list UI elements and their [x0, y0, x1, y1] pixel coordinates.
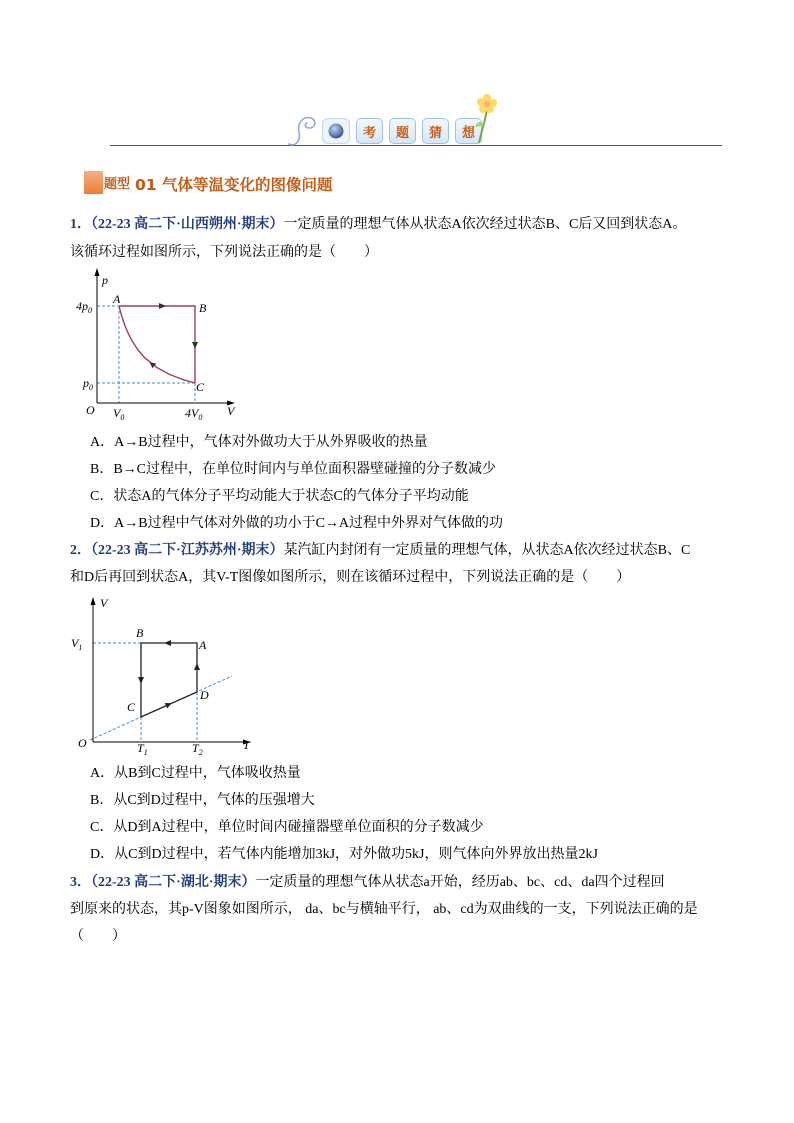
figure-1-dashed-guides — [97, 306, 195, 403]
point-c-label: C — [196, 380, 205, 394]
option-label: D． — [90, 847, 115, 862]
flower-icon — [472, 93, 502, 145]
question-3-line-1 — [70, 874, 665, 892]
question-1-option-c — [90, 488, 469, 506]
origin-label: O — [86, 403, 95, 417]
y-tick-p0 — [82, 376, 93, 392]
question-2-option-c — [90, 819, 484, 837]
option-text: 从B到C过程中，气体吸收热量 — [114, 766, 301, 781]
x-tick-t1 — [137, 741, 148, 757]
banner-char-2: 题 — [389, 118, 416, 144]
tick-sub: 0 — [120, 413, 125, 422]
header-rule — [110, 145, 722, 146]
question-2-option-d — [90, 846, 598, 864]
question-2-line-2: 和D后再回到状态A，其V-T图像如图所示，则在该循环过程中，下列说法正确的是（ ） — [70, 570, 631, 585]
blue-ball-icon — [323, 119, 349, 143]
option-label: B． — [90, 793, 114, 808]
y-tick-v1 — [71, 636, 82, 652]
banner-char-1: 考 — [356, 118, 383, 144]
swirl-stroke — [289, 118, 315, 145]
point-a-label: A — [113, 292, 121, 306]
question-2-option-a — [90, 765, 301, 783]
option-text: A→B过程中气体对外做的功小于C→A过程中外界对气体做的功 — [114, 516, 504, 531]
section-marker — [84, 171, 103, 194]
x-axis-label: V — [227, 404, 235, 418]
tick-sub: 2 — [198, 748, 203, 757]
point-c-label: C — [127, 700, 136, 714]
origin-label: O — [78, 736, 87, 750]
isotherm-curve-ca — [119, 306, 195, 383]
flower-petal — [477, 98, 485, 106]
question-1-number: 1． — [70, 217, 91, 232]
tick-base: T — [192, 741, 199, 755]
x-tick-t2 — [192, 741, 203, 757]
question-1-source: （22-23 高二下·山西朔州·期末） — [91, 217, 284, 232]
question-3-source: （22-23 高二下·湖北·期末） — [91, 875, 256, 890]
question-3-number: 3． — [70, 875, 91, 890]
figure-1-pv-diagram — [70, 265, 245, 425]
banner-char-4: 想 — [455, 118, 482, 144]
figure-2-vt-diagram — [66, 592, 256, 757]
option-label: C． — [90, 820, 114, 835]
option-label: C． — [90, 489, 114, 504]
option-text: B→C过程中，在单位时间内与单位面积器壁碰撞的分子数减少 — [113, 462, 497, 477]
question-3-line-2: 到原来的状态，其p-V图象如图所示， da、bc与横轴平行， ab、cd为双曲线的一支，下列说法正确的是 — [70, 902, 698, 917]
tick-base: p — [83, 376, 89, 390]
arrow-d-to-a — [194, 663, 200, 670]
option-text: 从C到D过程中，气体的压强增大 — [113, 793, 315, 808]
tick-base: T — [137, 741, 144, 755]
tick-base: V — [113, 406, 121, 420]
option-text: A→B过程中，气体对外做功大于从外界吸收的热量 — [114, 435, 428, 450]
x-axis-label: T — [243, 738, 250, 752]
tick-sub: 0 — [88, 306, 92, 315]
cycle-path-abc — [119, 306, 195, 383]
tick-sub: 1 — [143, 748, 148, 757]
option-label: A． — [90, 766, 115, 781]
flower-center — [484, 101, 490, 107]
tick-base: V — [71, 636, 79, 650]
arrow-b-to-c — [138, 677, 144, 684]
arrow-a-to-b — [164, 640, 171, 646]
y-tick-4p0 — [76, 299, 92, 315]
bubble-box — [322, 118, 350, 144]
question-3-line-3: （ ） — [70, 929, 126, 944]
arrow-b-to-c — [192, 342, 198, 349]
question-1-option-a — [90, 434, 428, 452]
blue-ball — [329, 124, 344, 139]
section-tag: 题型 — [104, 177, 131, 192]
question-1-option-d — [90, 515, 503, 533]
section-title: 01 气体等温变化的图像问题 — [135, 176, 333, 194]
option-text: 从D到A过程中，单位时间内碰撞器壁单位面积的分子数减少 — [113, 820, 484, 835]
banner-char-3: 猜 — [422, 118, 449, 144]
y-axis-label: V — [100, 596, 108, 610]
y-axis-label: p — [102, 273, 108, 287]
tick-sub: 0 — [89, 383, 93, 392]
question-1-line-2: 该循环过程如图所示，下列说法正确的是（ ） — [70, 245, 378, 260]
figure-2-dashed-guides — [90, 643, 232, 742]
tick-base: 4V — [185, 406, 199, 420]
option-text: 从C到D过程中，若气体内能增加3kJ，对外做功5kJ，则气体向外界放出热量2kJ — [114, 847, 598, 862]
point-b-label: B — [199, 301, 207, 315]
option-label: A． — [90, 435, 115, 450]
option-label: D． — [90, 516, 115, 531]
point-b-label: B — [136, 626, 144, 640]
y-axis-arrow — [91, 597, 96, 605]
option-label: B． — [90, 462, 114, 477]
y-axis-arrow — [95, 268, 100, 276]
question-2-line-1 — [70, 542, 690, 560]
question-1-line-1 — [70, 216, 686, 234]
point-a-label: A — [199, 638, 207, 652]
point-d-label: D — [200, 688, 209, 702]
arrow-a-to-b — [159, 303, 166, 309]
question-1-option-b — [90, 461, 496, 479]
swirl-icon — [286, 114, 322, 148]
question-1-stem-text: 一定质量的理想气体从状态A依次经过状态B、C后又回到状态A。 — [283, 217, 687, 232]
question-2-option-b — [90, 792, 315, 810]
question-2-stem-text: 某汽缸内封闭有一定质量的理想气体，从状态A依次经过状态B、C — [283, 543, 691, 558]
tick-sub: 1 — [78, 643, 83, 652]
question-3-stem-text: 一定质量的理想气体从状态a开始，经历ab、bc、cd、da四个过程回 — [255, 875, 665, 890]
question-2-number: 2． — [70, 543, 91, 558]
question-2-source: （22-23 高二下·江苏苏州·期末） — [91, 543, 284, 558]
x-tick-4v0 — [185, 406, 202, 422]
tick-sub: 0 — [198, 413, 203, 422]
option-text: 状态A的气体分子平均动能大于状态C的气体分子平均动能 — [113, 489, 469, 504]
tick-base: 4p — [76, 299, 88, 313]
x-tick-v0 — [113, 406, 124, 422]
